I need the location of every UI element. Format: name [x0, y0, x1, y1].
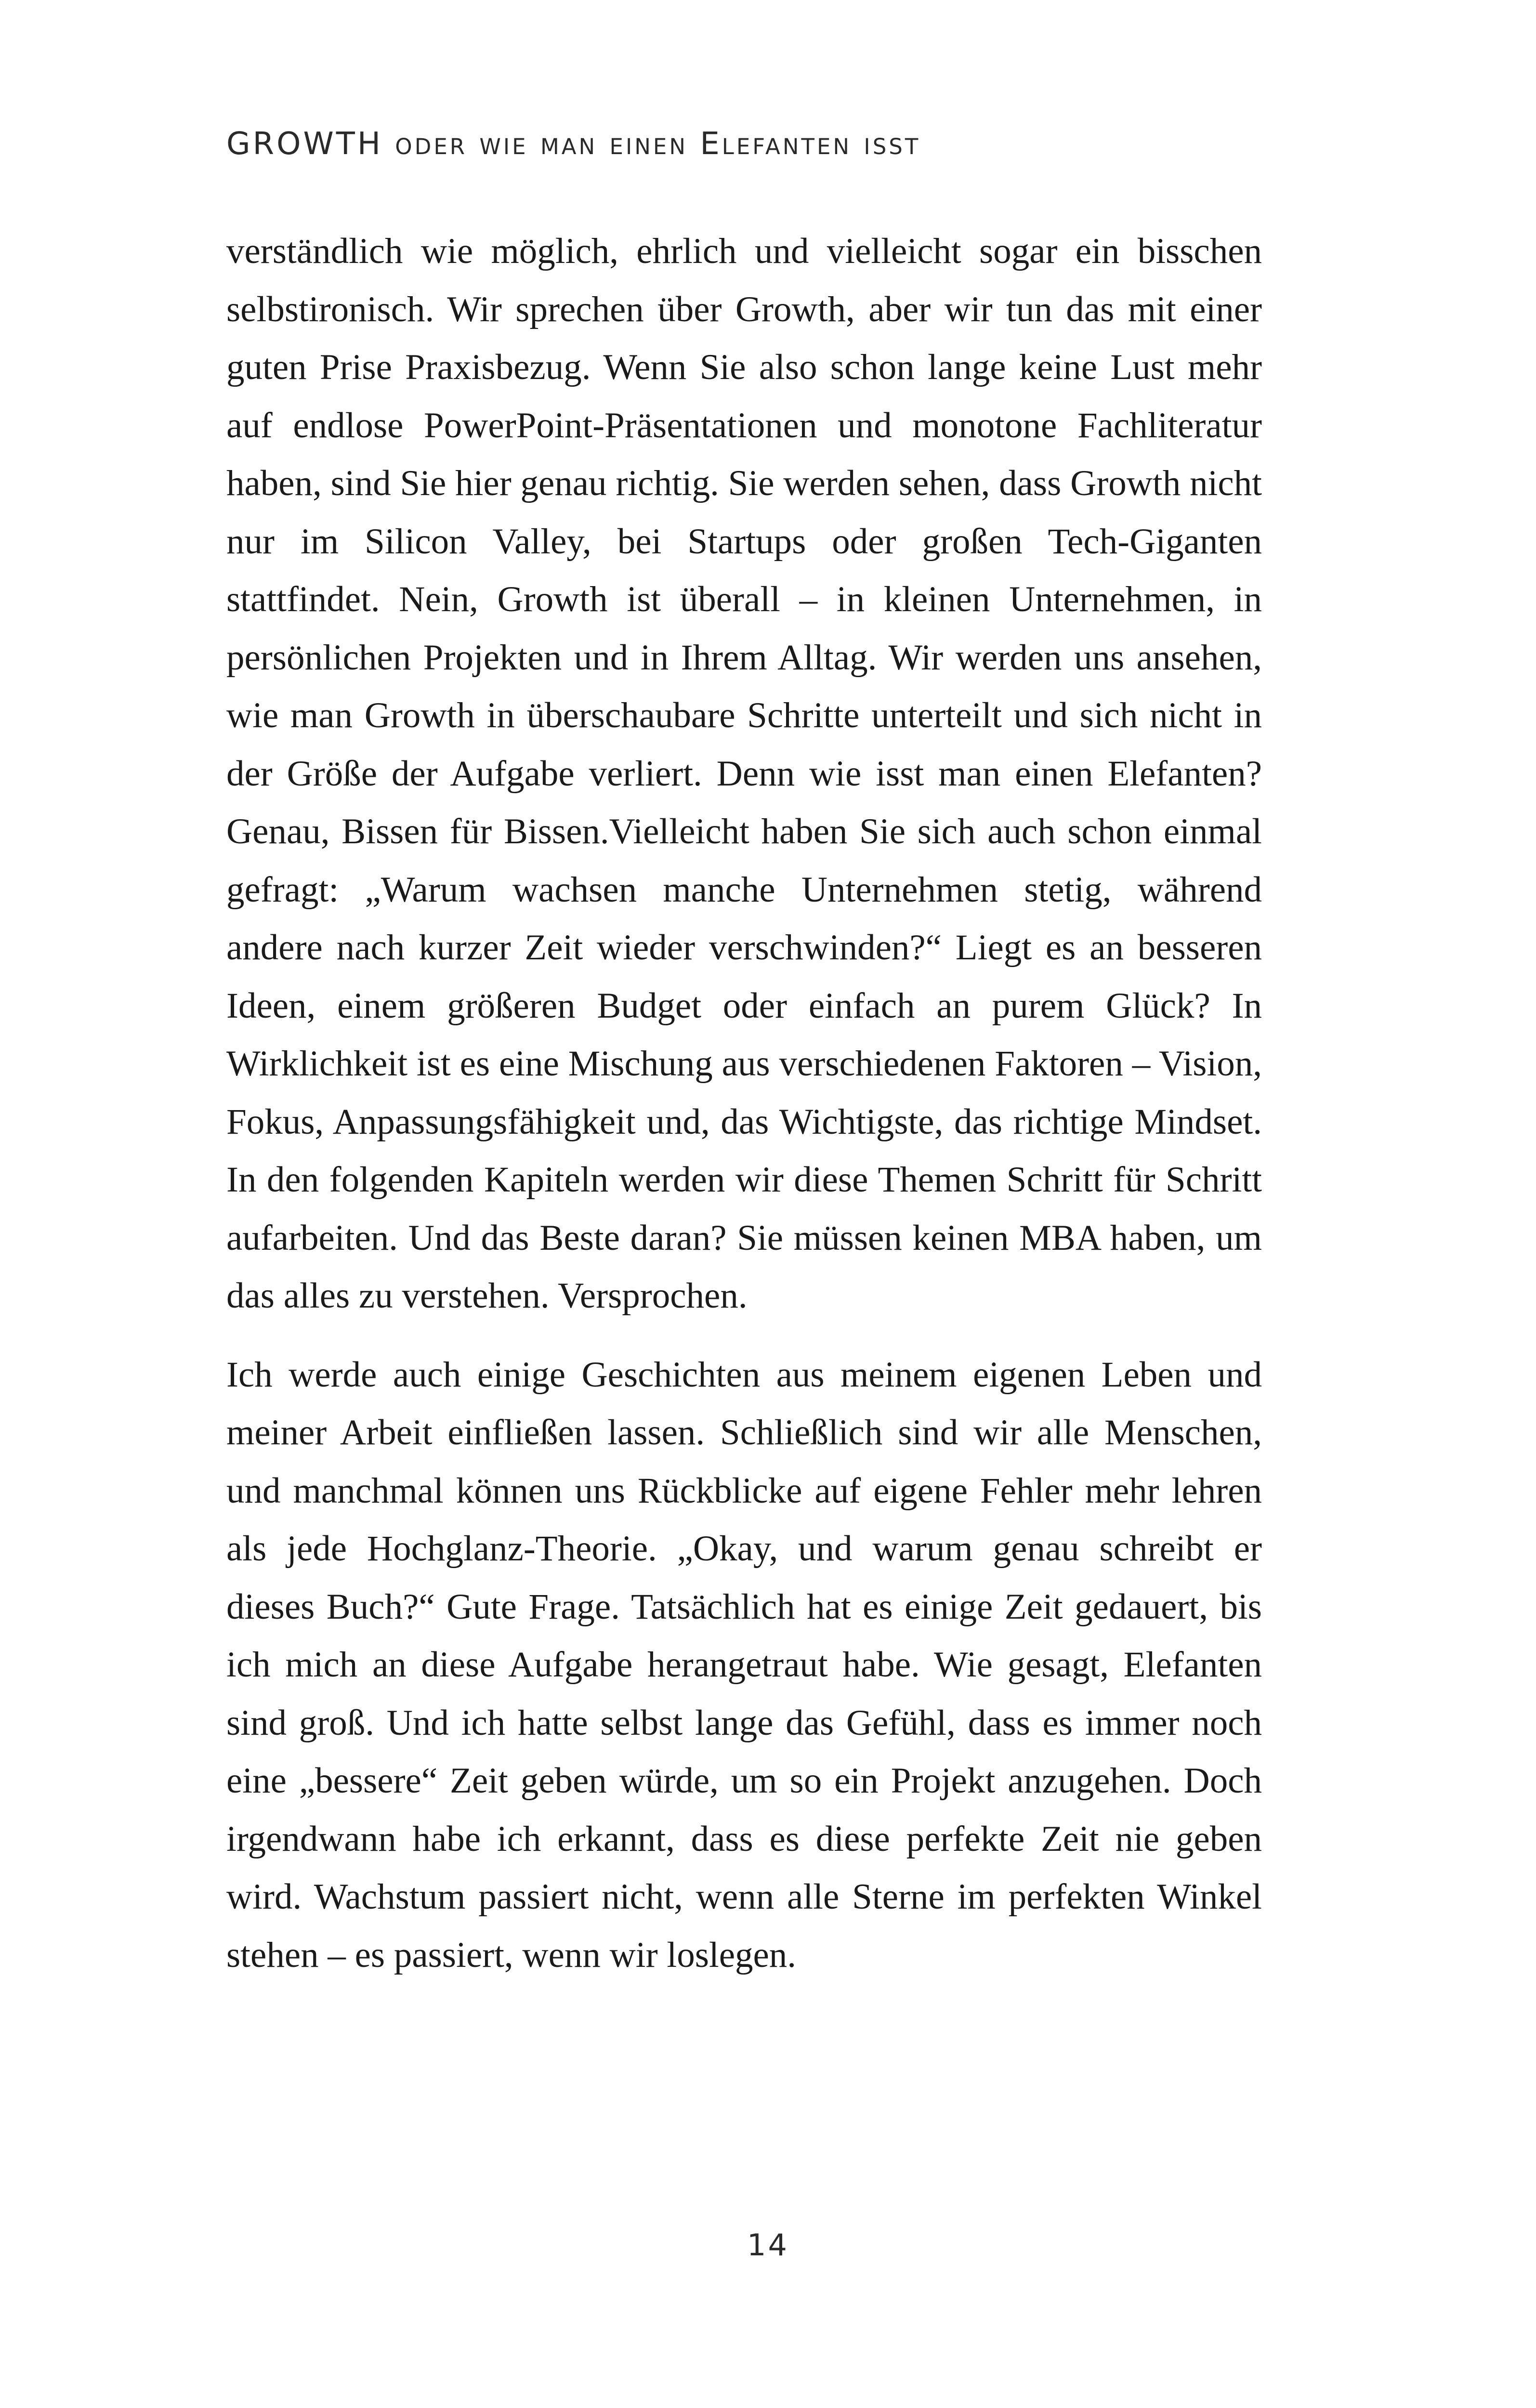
paragraph-1: verständlich wie möglich, ehrlich und vielleicht sogar ein bisschen selbstironisch. Wir sprechen über Growth, aber wir tun das mit einer guten Prise Praxisbezug. Wenn Sie also schon lange keine Lust mehr auf endlose PowerPoint-Präsentationen und monotone Fachliteratur haben, sind Sie hier genau richtig. Sie werden sehen, dass Growth nicht nur im Silicon Valley, bei Startups oder großen Tech-Giganten stattfindet. Nein, Growth ist überall – in kleinen Unternehmen, in persönlichen Projekten und in Ihrem Alltag. Wir werden uns ansehen, wie man Growth in überschaubare Schritte unterteilt und sich nicht in der Größe der Aufgabe verliert. Denn wie isst man einen Elefanten? Genau, Bissen für Bissen.Vielleicht haben Sie sich auch schon einmal gefragt: „Warum wachsen manche Unternehmen stetig, während andere nach kurzer Zeit wieder verschwinden?“ Liegt es an besseren Ideen, einem größeren Budget oder einfach an purem Glück? In Wirklichkeit ist es eine Mischung aus verschiedenen Faktoren – Vision, Fokus, Anpassungsfähigkeit und, das Wichtigste, das richtige Mindset. In den folgenden Kapiteln werden wir diese Themen Schritt für Schritt aufarbeiten. Und das Beste daran? Sie müssen keinen MBA haben, um das alles zu verstehen. Versprochen. [226, 231, 1262, 1316]
running-header: GROWTH oder wie man einen Elefanten isst [226, 126, 921, 162]
paragraph-2: Ich werde auch einige Geschichten aus meinem eigenen Leben und meiner Arbeit einfließen lassen. Schließlich sind wir alle Menschen, und manchmal können uns Rückblicke auf eigene Fehler mehr lehren als jede Hochglanz-Theorie. „Okay, und warum genau schreibt er dieses Buch?“ Gute Frage. Tatsächlich hat es einige Zeit gedauert, bis ich mich an diese Aufgabe herangetraut habe. Wie gesagt, Elefanten sind groß. Und ich hatte selbst lange das Gefühl, dass es immer noch eine „bessere“ Zeit geben würde, um so ein Projekt anzugehen. Doch irgendwann habe ich erkannt, dass es diese perfekte Zeit nie geben wird. Wachstum passiert nicht, wenn alle Sterne im perfekten Winkel stehen – es passiert, wenn wir loslegen. [226, 1354, 1262, 1975]
page-number: 14 [747, 2227, 789, 2263]
body-text [226, 222, 1262, 1984]
